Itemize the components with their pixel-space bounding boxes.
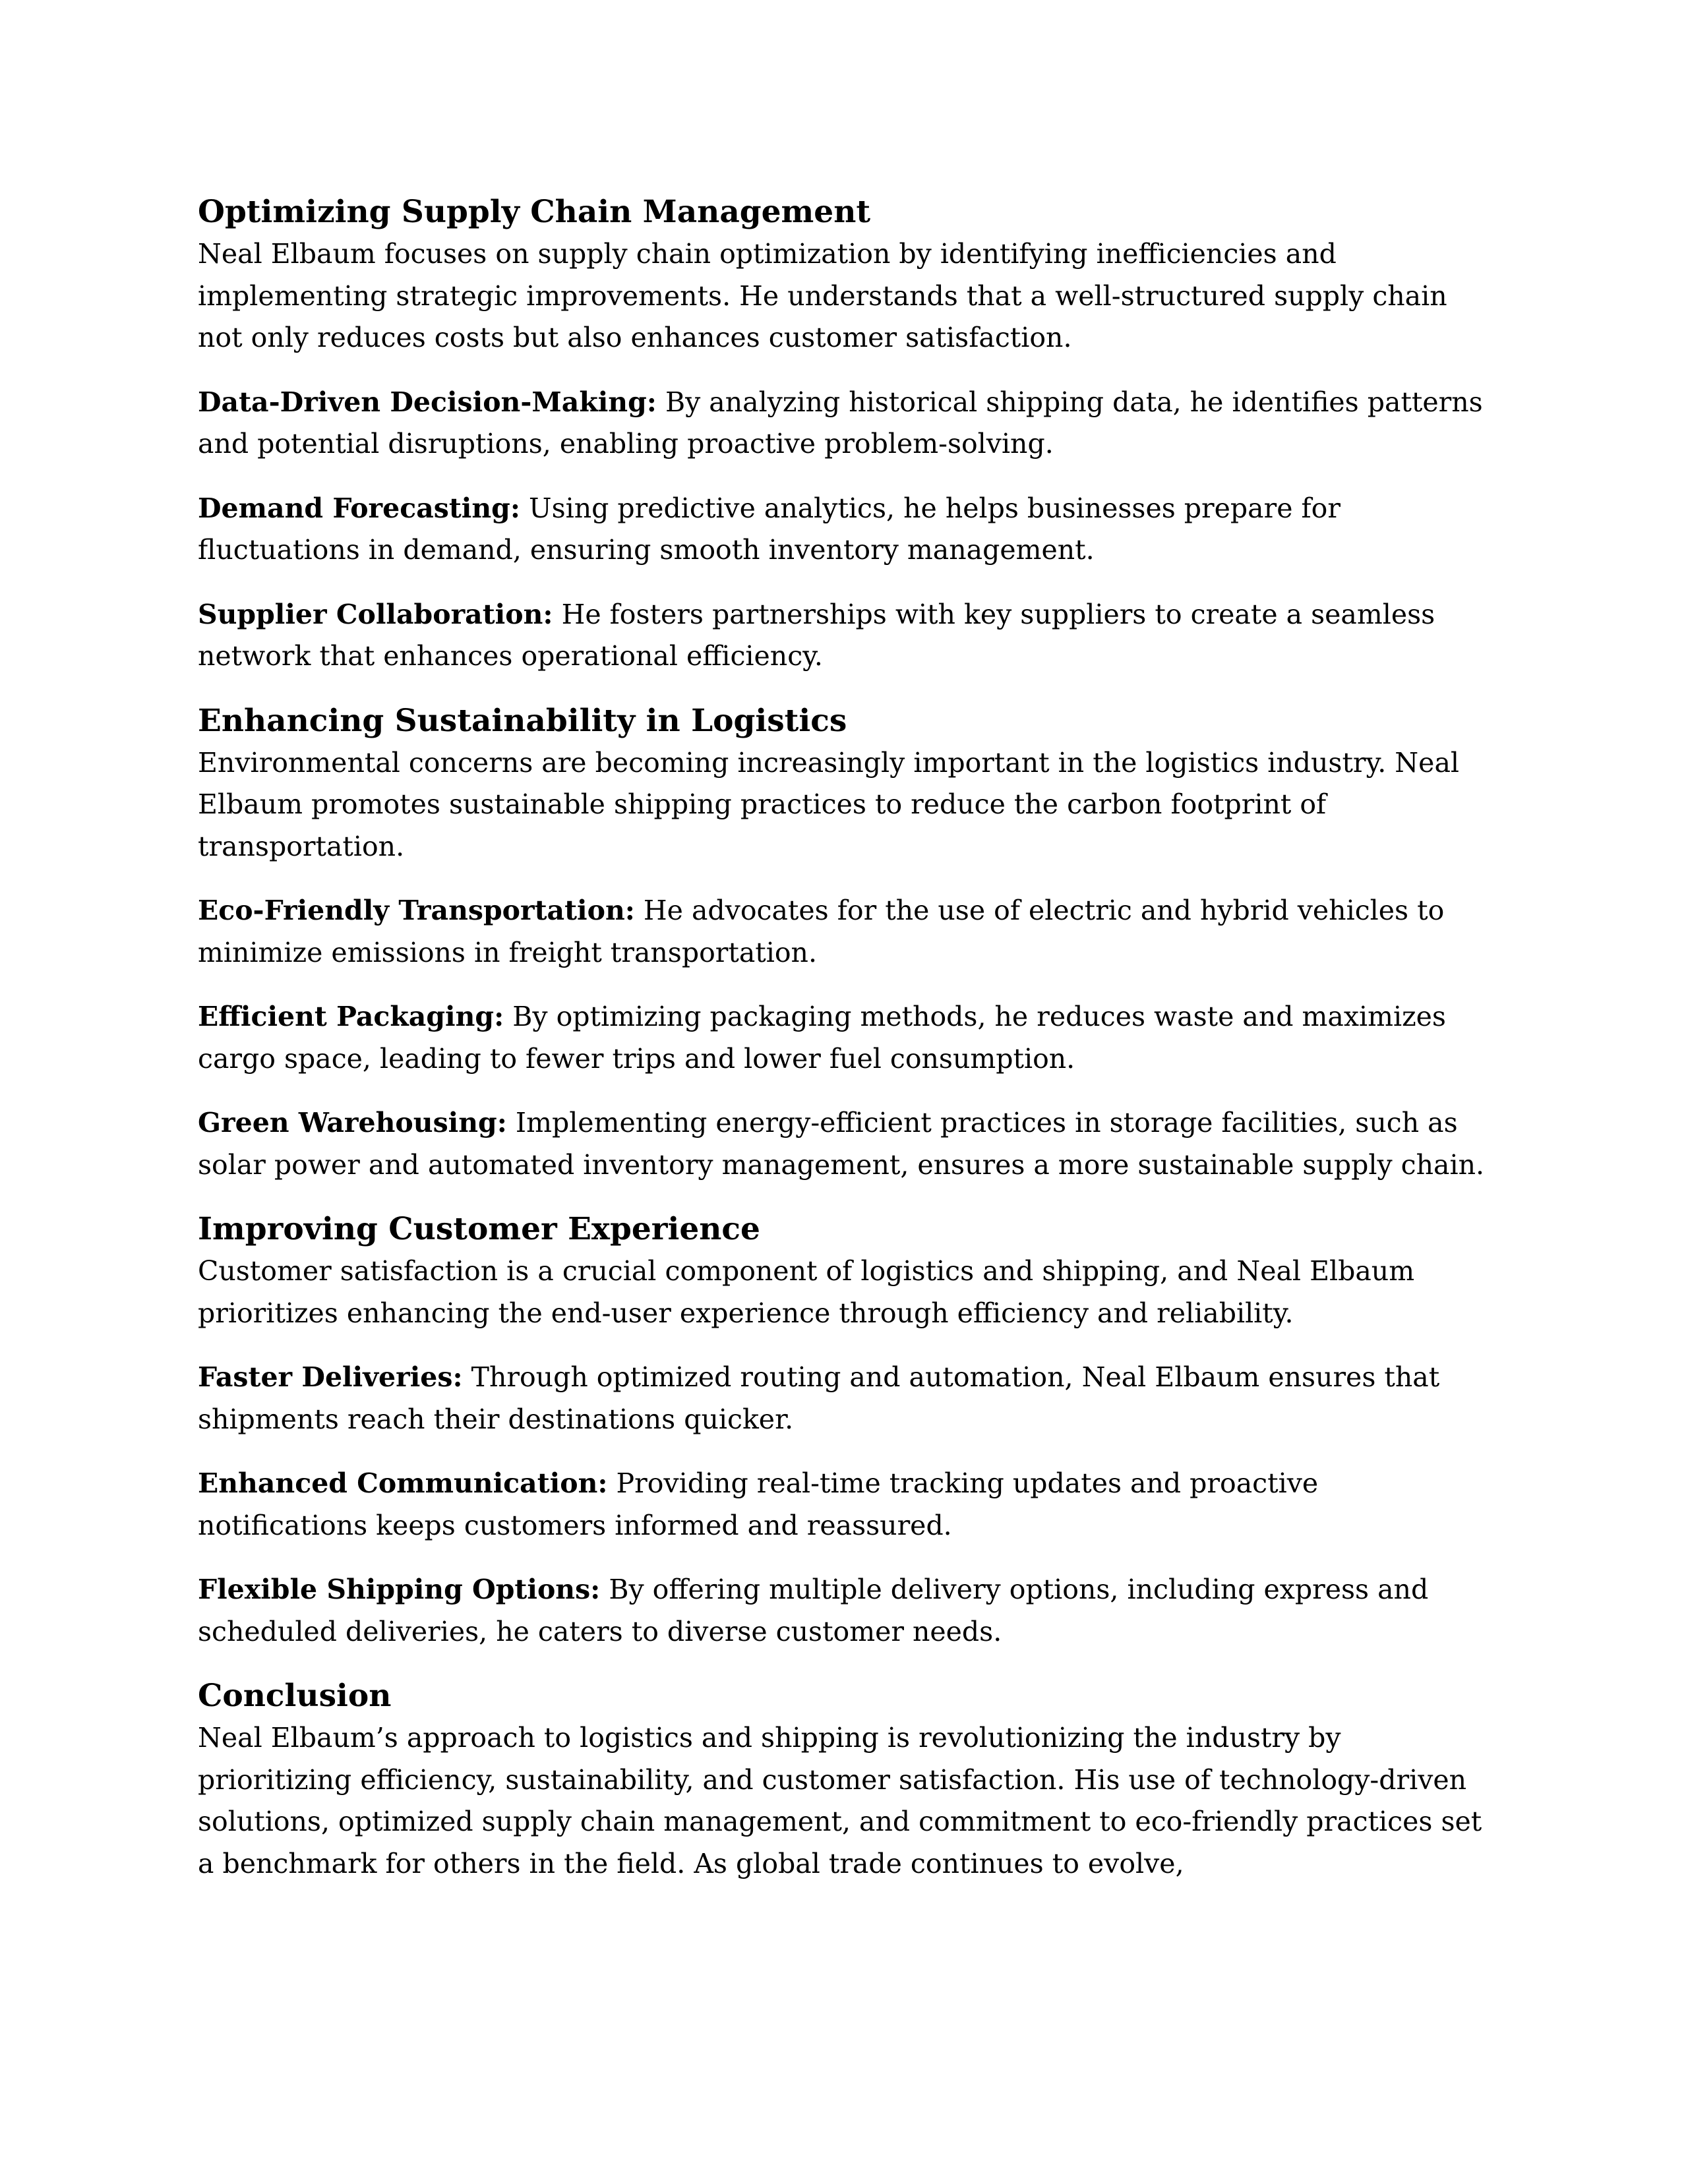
bullet-point xyxy=(198,1569,1490,1653)
bullet-point xyxy=(198,1357,1490,1440)
section-intro: Environmental concerns are becoming increasingly important in the logistics industry. Neal Elbaum promotes sustainable shipping practices to reduce the carbon footprint of transportation. xyxy=(198,746,1460,862)
point-title: Flexible Shipping Options: xyxy=(198,1574,601,1605)
section-intro: Neal Elbaum’s approach to logistics and shipping is revolutionizing the industry by prioritizing efficiency, sustainability, and customer satisfaction. His use of technology-driven solutions, optimized supply chain management, and commitment to eco-friendly practices set a benchmark for others in the field. As global trade continues to evolve, xyxy=(198,1722,1482,1879)
point-title: Data-Driven Decision-Making: xyxy=(198,386,657,418)
point-title: Demand Forecasting: xyxy=(198,492,520,524)
bullet-point xyxy=(198,996,1490,1080)
point-text: Using predictive analytics, he helps businesses prepare for fluctuations in demand, ensuring smooth inventory management. xyxy=(198,492,1341,566)
point-title: Eco-Friendly Transportation: xyxy=(198,895,635,926)
point-text: He fosters partnerships with key suppliers to create a seamless network that enhances operational efficiency. xyxy=(198,598,1435,672)
section-heading: Improving Customer Experience xyxy=(198,1211,760,1247)
document-page xyxy=(198,191,1490,1907)
bullet-point xyxy=(198,1463,1490,1547)
section-sustainability xyxy=(198,700,1490,1187)
point-title: Green Warehousing: xyxy=(198,1107,507,1138)
point-text: Through optimized routing and automation, Neal Elbaum ensures that shipments reach their destinations quicker. xyxy=(198,1361,1440,1435)
point-text: Implementing energy-efficient practices in storage facilities, such as solar power and automated inventory management, ensures a more sustainable supply chain. xyxy=(198,1107,1485,1181)
section-conclusion xyxy=(198,1675,1490,1885)
point-title: Supplier Collaboration: xyxy=(198,598,553,630)
point-text: By optimizing packaging methods, he reduces waste and maximizes cargo space, leading to fewer trips and lower fuel consumption. xyxy=(198,1001,1446,1075)
section-heading: Enhancing Sustainability in Logistics xyxy=(198,702,847,739)
section-customer-experience xyxy=(198,1208,1490,1653)
bullet-point xyxy=(198,488,1490,572)
point-title: Efficient Packaging: xyxy=(198,1001,504,1032)
section-supply-chain xyxy=(198,191,1490,678)
point-text: He advocates for the use of electric and hybrid vehicles to minimize emissions in freight transportation. xyxy=(198,895,1445,968)
point-title: Enhanced Communication: xyxy=(198,1467,608,1499)
bullet-point xyxy=(198,890,1490,974)
section-heading: Conclusion xyxy=(198,1678,392,1714)
point-text: By analyzing historical shipping data, he identifies patterns and potential disruptions, enabling proactive problem-solving. xyxy=(198,386,1483,459)
point-title: Faster Deliveries: xyxy=(198,1361,463,1393)
bullet-point xyxy=(198,1102,1490,1186)
point-text: Providing real-time tracking updates and proactive notifications keeps customers informed and reassured. xyxy=(198,1467,1319,1541)
section-heading: Optimizing Supply Chain Management xyxy=(198,194,871,230)
point-text: By offering multiple delivery options, including express and scheduled deliveries, he caters to diverse customer needs. xyxy=(198,1574,1429,1647)
bullet-point xyxy=(198,594,1490,678)
bullet-point xyxy=(198,382,1490,465)
section-intro: Neal Elbaum focuses on supply chain optimization by identifying inefficiencies and implementing strategic improvements. He understands that a well-structured supply chain not only reduces costs but also enhances customer satisfaction. xyxy=(198,238,1447,353)
section-intro: Customer satisfaction is a crucial component of logistics and shipping, and Neal Elbaum prioritizes enhancing the end-user experience through efficiency and reliability. xyxy=(198,1255,1415,1329)
